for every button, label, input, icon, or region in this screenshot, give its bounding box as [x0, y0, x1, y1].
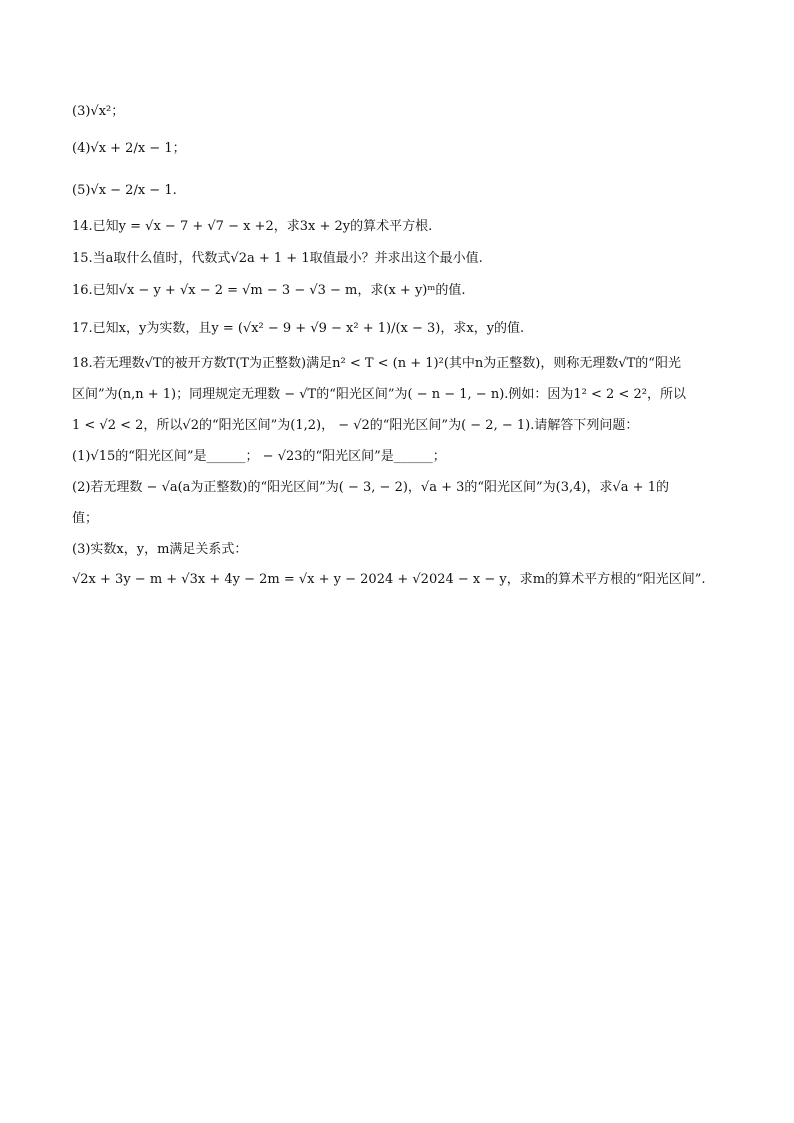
item-4: (4)√x + 2/x − 1；	[72, 141, 186, 156]
question-16: 16.已知√x − y + √x − 2 = √m − 3 − √3 − m，求(x + y)ᵐ的值.	[72, 283, 466, 298]
item-5: (5)√x − 2/x − 1.	[72, 183, 177, 198]
question-18-part-2-line-1: (2)若无理数 − √a(a为正整数)的“阳光区间”为( − 3, − 2)，√a + 3的“阳光区间”为(3,4)，求√a + 1的	[72, 480, 669, 495]
question-18-part-3-line-2: √2x + 3y − m + √3x + 4y − 2m = √x + y − 2024 + √2024 − x − y，求m的算术平方根的“阳光区间”.	[72, 572, 706, 587]
question-18-line-3: 1 < √2 < 2，所以√2的“阳光区间”为(1,2)， − √2的“阳光区间”为( − 2, − 1).请解答下列问题：	[72, 418, 639, 433]
question-18-line-1: 18.若无理数√T的被开方数T(T为正整数)满足n² < T < (n + 1)²(其中n为正整数)，则称无理数√T的“阳光	[72, 356, 681, 371]
question-17: 17.已知x，y为实数，且y = (√x² − 9 + √9 − x² + 1)/(x − 3)，求x，y的值.	[72, 321, 525, 336]
question-18-part-3-line-1: (3)实数x，y，m满足关系式：	[72, 542, 248, 557]
question-18-line-2: 区间”为(n,n + 1)；同理规定无理数 − √T的“阳光区间”为( − n − 1, − n).例如：因为1² < 2 < 2²，所以	[72, 387, 686, 402]
question-14: 14.已知y = √x − 7 + √7 − x +2，求3x + 2y的算术平方根.	[72, 219, 433, 234]
item-3: (3)√x²；	[72, 104, 125, 119]
question-15: 15.当a取什么值时，代数式√2a + 1 + 1取值最小？并求出这个最小值.	[72, 251, 483, 266]
question-18-part-1: (1)√15的“阳光区间”是______； − √23的“阳光区间”是______；	[72, 449, 446, 464]
question-18-part-2-line-2: 值；	[72, 511, 99, 526]
